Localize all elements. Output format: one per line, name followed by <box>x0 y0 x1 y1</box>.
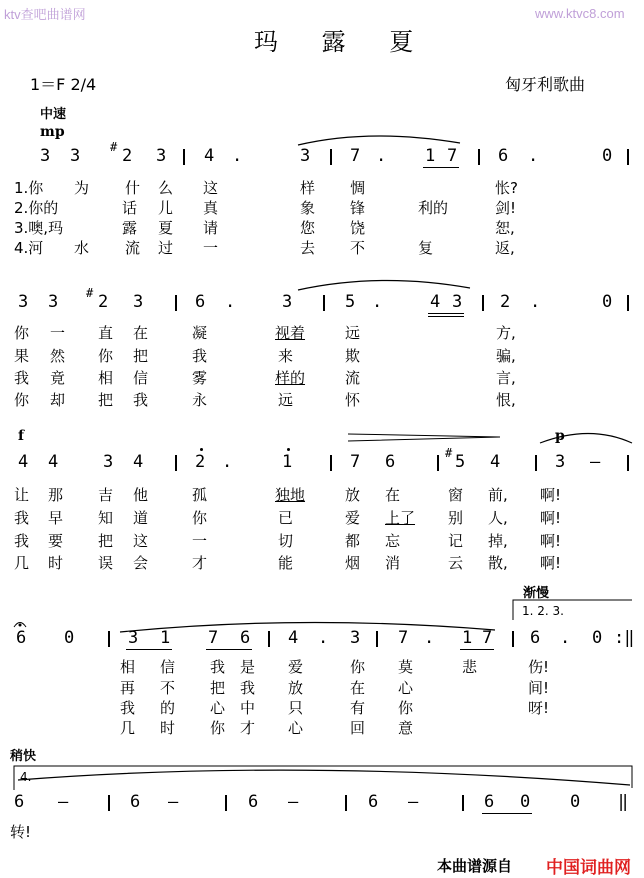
note: 3 <box>70 146 81 166</box>
lyric: 啊! <box>540 532 562 550</box>
bar-line <box>323 295 325 311</box>
volta-2-label: 4. <box>20 770 32 784</box>
note: 1 <box>425 146 436 166</box>
lyric: 怀 <box>345 391 361 409</box>
lyric: 象 <box>300 199 316 217</box>
lyric: 消 <box>385 554 401 572</box>
lyric: 么 <box>158 179 174 197</box>
lyric: 样 <box>300 179 316 197</box>
lyric: 把 <box>133 347 149 365</box>
lyric: 云 <box>448 554 464 572</box>
lyric: 骗, <box>496 347 516 365</box>
lyric: 啊! <box>540 554 562 572</box>
bar-line <box>482 295 484 311</box>
lyric: 掉, <box>488 532 508 550</box>
note: 3 <box>18 292 29 312</box>
lyric: 有 <box>350 699 366 717</box>
dot: . <box>225 292 236 312</box>
dash: – <box>590 452 601 472</box>
lyric: 在 <box>133 324 149 342</box>
dot: . <box>376 146 387 166</box>
lyric: 竟 <box>50 369 66 387</box>
lyric: 锋 <box>350 199 366 217</box>
lyric: 直 <box>98 324 114 342</box>
lyric: 在 <box>350 679 366 697</box>
lyric: 要 <box>48 532 64 550</box>
repeat-end-sign: :‖ <box>614 628 635 648</box>
note: 2 <box>195 452 206 472</box>
lyric: 人, <box>488 509 508 527</box>
lyric: 会 <box>133 554 149 572</box>
note: 1 <box>282 452 293 472</box>
note: 3 <box>40 146 51 166</box>
lyric: 把 <box>98 532 114 550</box>
lyric: 道 <box>133 509 149 527</box>
dynamic-p: p <box>555 428 565 444</box>
dash: – <box>288 792 299 812</box>
lyric: 信 <box>133 369 149 387</box>
bar-line <box>108 795 110 811</box>
bar-line <box>225 795 227 811</box>
lyric: 这 <box>133 532 149 550</box>
lyric: 您 <box>300 219 316 237</box>
lyric: 啊! <box>540 486 562 504</box>
lyric: 4.河 <box>14 239 44 257</box>
lyric: 才 <box>240 719 256 737</box>
note: 4 <box>204 146 215 166</box>
lyric: 放 <box>288 679 304 697</box>
ritard-marking: 渐慢 <box>523 586 550 601</box>
lyric: 为 <box>74 179 90 197</box>
lyric: 你 <box>398 699 414 717</box>
bar-line <box>535 455 537 471</box>
lyric: 时 <box>160 719 176 737</box>
final-barline: ‖ <box>618 792 629 812</box>
lyric: 水 <box>74 239 90 257</box>
note: 3 <box>452 292 463 312</box>
lyric: 怅? <box>495 179 518 197</box>
note: 2 <box>98 292 109 312</box>
note: 6 <box>385 452 396 472</box>
lyric: 视着 <box>275 324 306 342</box>
dot: . <box>232 146 243 166</box>
key-signature: 1＝F 2/4 <box>30 75 97 94</box>
lyric: 信 <box>160 658 176 676</box>
note: 6 <box>498 146 509 166</box>
beam <box>428 316 464 317</box>
lyric: 流 <box>345 369 361 387</box>
lyric: 回 <box>350 719 366 737</box>
note: 6 <box>240 628 251 648</box>
note: 0 <box>602 292 613 312</box>
lyric: 永 <box>192 391 208 409</box>
lyric: 几 <box>120 719 136 737</box>
volta-1-label: 1. 2. 3. <box>522 604 564 618</box>
bar-line <box>627 149 629 165</box>
song-title: 玛 露 夏 <box>254 28 432 56</box>
lyric: 心 <box>398 679 414 697</box>
note: 3 <box>156 146 167 166</box>
lyric: 剑! <box>495 199 517 217</box>
footer-site-logo[interactable]: 中国词曲网 <box>546 858 631 878</box>
lyric: 让 <box>14 486 30 504</box>
lyric: 心 <box>288 719 304 737</box>
lyric: 转! <box>10 823 32 841</box>
lyric: 烟 <box>345 554 361 572</box>
note: 6 <box>530 628 541 648</box>
bar-line <box>462 795 464 811</box>
beam <box>482 813 532 814</box>
sharp-sign: # <box>110 140 118 154</box>
dash: – <box>58 792 69 812</box>
note: 0 <box>570 792 581 812</box>
note: 2 <box>122 146 133 166</box>
lyric: 我 <box>192 347 208 365</box>
lyric: 才 <box>192 554 208 572</box>
note: 4 <box>288 628 299 648</box>
lyric: 你 <box>14 391 30 409</box>
bar-line <box>330 455 332 471</box>
lyric: 言, <box>496 369 516 387</box>
beam <box>126 649 172 650</box>
lyric: 夏 <box>158 219 174 237</box>
lyric: 误 <box>98 554 114 572</box>
lyric: 只 <box>288 699 304 717</box>
lyric: 吉 <box>98 486 114 504</box>
lyric: 上了 <box>385 509 416 527</box>
lyric: 是 <box>240 658 256 676</box>
lyric: 放 <box>345 486 361 504</box>
lyric: 忘 <box>385 532 401 550</box>
note: 3 <box>128 628 139 648</box>
lyric: 切 <box>278 532 294 550</box>
dot: . <box>424 628 435 648</box>
lyric: 去 <box>300 239 316 257</box>
sharp-sign: # <box>86 286 94 300</box>
lyric: 心 <box>210 699 226 717</box>
faster-marking: 稍快 <box>10 749 37 764</box>
lyric: 我 <box>133 391 149 409</box>
lyric: 把 <box>98 391 114 409</box>
note: 3 <box>300 146 311 166</box>
lyric: 我 <box>240 679 256 697</box>
note: 7 <box>350 146 361 166</box>
composer: 匈牙利歌曲 <box>505 75 586 94</box>
note: 7 <box>482 628 493 648</box>
lyric: 却 <box>50 391 66 409</box>
note: 7 <box>208 628 219 648</box>
dot: . <box>528 146 539 166</box>
note: 3 <box>103 452 114 472</box>
lyric: 莫 <box>398 658 414 676</box>
lyric: 他 <box>133 486 149 504</box>
beam <box>206 649 252 650</box>
dot: . <box>560 628 571 648</box>
bar-line <box>376 631 378 647</box>
dot: . <box>222 452 233 472</box>
lyric: 雾 <box>192 369 208 387</box>
lyric: 中 <box>240 699 256 717</box>
lyric: 返, <box>495 239 515 257</box>
bar-line <box>330 149 332 165</box>
note: 7 <box>350 452 361 472</box>
note: 6 <box>14 792 25 812</box>
note: 4 <box>18 452 29 472</box>
note: 6 <box>248 792 259 812</box>
lyric: 把 <box>210 679 226 697</box>
bar-line <box>512 631 514 647</box>
lyric: 散, <box>488 554 508 572</box>
note: 7 <box>398 628 409 648</box>
lyric: 爱 <box>288 658 304 676</box>
lyric: 记 <box>448 532 464 550</box>
watermark-left: ktv查吧曲谱网 <box>4 7 86 22</box>
lyric: 恨, <box>496 391 516 409</box>
lyric: 意 <box>398 719 414 737</box>
note: 1 <box>462 628 473 648</box>
lyric: 我 <box>14 509 30 527</box>
note: 6 <box>16 628 27 648</box>
lyric: 我 <box>120 699 136 717</box>
bar-line <box>268 631 270 647</box>
note: 0 <box>602 146 613 166</box>
note: 3 <box>350 628 361 648</box>
note: 0 <box>64 628 75 648</box>
watermark-right: www.ktvc8.com <box>535 6 625 21</box>
beam <box>460 649 494 650</box>
lyric: 孤 <box>192 486 208 504</box>
beam <box>428 313 464 314</box>
lyric: 我 <box>210 658 226 676</box>
dot: . <box>318 628 329 648</box>
bar-line <box>627 295 629 311</box>
note: 3 <box>282 292 293 312</box>
lyric: 你 <box>210 719 226 737</box>
note: 6 <box>195 292 206 312</box>
bar-line <box>183 149 185 165</box>
lyric: 都 <box>345 532 361 550</box>
note: 6 <box>484 792 495 812</box>
beam <box>423 167 459 168</box>
dash: – <box>168 792 179 812</box>
note: 4 <box>48 452 59 472</box>
lyric: 什 <box>125 179 141 197</box>
lyric: 这 <box>203 179 219 197</box>
note: 3 <box>555 452 566 472</box>
bar-line <box>478 149 480 165</box>
lyric: 独地 <box>275 486 306 504</box>
lyric: 恕, <box>495 219 515 237</box>
dot: . <box>530 292 541 312</box>
lyric: 凝 <box>192 324 208 342</box>
lyric: 你 <box>192 509 208 527</box>
lyric: 爱 <box>345 509 361 527</box>
lyric: 远 <box>278 391 294 409</box>
dynamic-mp: mp <box>40 124 65 140</box>
lyric: 远 <box>345 324 361 342</box>
lyric: 能 <box>278 554 294 572</box>
note: 0 <box>592 628 603 648</box>
sharp-sign: # <box>445 446 453 460</box>
lyric: 样的 <box>275 369 306 387</box>
lyric: 真 <box>203 199 219 217</box>
lyric: 窗 <box>448 486 464 504</box>
lyric: 流 <box>125 239 141 257</box>
lyric: 几 <box>14 554 30 572</box>
note: 6 <box>368 792 379 812</box>
note: 0 <box>520 792 531 812</box>
note: 7 <box>447 146 458 166</box>
note: 4 <box>430 292 441 312</box>
lyric: 伤! <box>528 658 550 676</box>
lyric: 不 <box>350 239 366 257</box>
dynamic-f: f <box>18 428 25 444</box>
bar-line <box>108 631 110 647</box>
note: 4 <box>133 452 144 472</box>
lyric: 果 <box>14 347 30 365</box>
note: 1 <box>160 628 171 648</box>
lyric: 那 <box>48 486 64 504</box>
dash: – <box>408 792 419 812</box>
lyric: 2.你的 <box>14 199 59 217</box>
lyric: 然 <box>50 347 66 365</box>
lyric: 话 <box>122 199 138 217</box>
lyric: 一 <box>50 324 66 342</box>
lyric: 别 <box>448 509 464 527</box>
bar-line <box>175 295 177 311</box>
lyric: 露 <box>122 219 138 237</box>
dot: . <box>372 292 383 312</box>
note: 6 <box>130 792 141 812</box>
lyric: 已 <box>278 509 294 527</box>
note: 2 <box>500 292 511 312</box>
lyric: 请 <box>203 219 219 237</box>
lyric: 的 <box>160 699 176 717</box>
lyric: 一 <box>192 532 208 550</box>
lyric: 相 <box>98 369 114 387</box>
octave-dot <box>200 448 203 451</box>
note: 3 <box>133 292 144 312</box>
lyric: 惆 <box>350 179 366 197</box>
bar-line <box>437 455 439 471</box>
note: 5 <box>455 452 466 472</box>
lyric: 你 <box>350 658 366 676</box>
lyric: 不 <box>160 679 176 697</box>
lyric: 再 <box>120 679 136 697</box>
lyric: 一 <box>203 239 219 257</box>
lyric: 啊! <box>540 509 562 527</box>
lyric: 我 <box>14 369 30 387</box>
lyric: 3.噢,玛 <box>14 219 64 237</box>
lyric: 时 <box>48 554 64 572</box>
lyric: 你 <box>98 347 114 365</box>
tempo-marking: 中速 <box>40 107 67 122</box>
lyric: 儿 <box>158 199 174 217</box>
lyric: 呀! <box>528 699 550 717</box>
lyric: 前, <box>488 486 508 504</box>
lyric: 我 <box>14 532 30 550</box>
note: 3 <box>48 292 59 312</box>
lyric: 复 <box>418 239 434 257</box>
lyric: 1.你 <box>14 179 44 197</box>
bar-line <box>627 455 629 471</box>
note: 5 <box>345 292 356 312</box>
lyric: 饶 <box>350 219 366 237</box>
lyric: 欺 <box>345 347 361 365</box>
lyric: 你 <box>14 324 30 342</box>
bar-line <box>345 795 347 811</box>
lyric: 相 <box>120 658 136 676</box>
lyric: 早 <box>48 509 64 527</box>
footer-source: 本曲谱源自 <box>437 857 513 875</box>
octave-dot <box>287 448 290 451</box>
lyric: 利的 <box>418 199 449 217</box>
note: 4 <box>490 452 501 472</box>
lyric: 悲 <box>462 658 478 676</box>
lyric: 间! <box>528 679 550 697</box>
lyric: 知 <box>98 509 114 527</box>
lyric: 方, <box>496 324 516 342</box>
lyric: 过 <box>158 239 174 257</box>
bar-line <box>175 455 177 471</box>
lyric: 来 <box>278 347 294 365</box>
lyric: 在 <box>385 486 401 504</box>
